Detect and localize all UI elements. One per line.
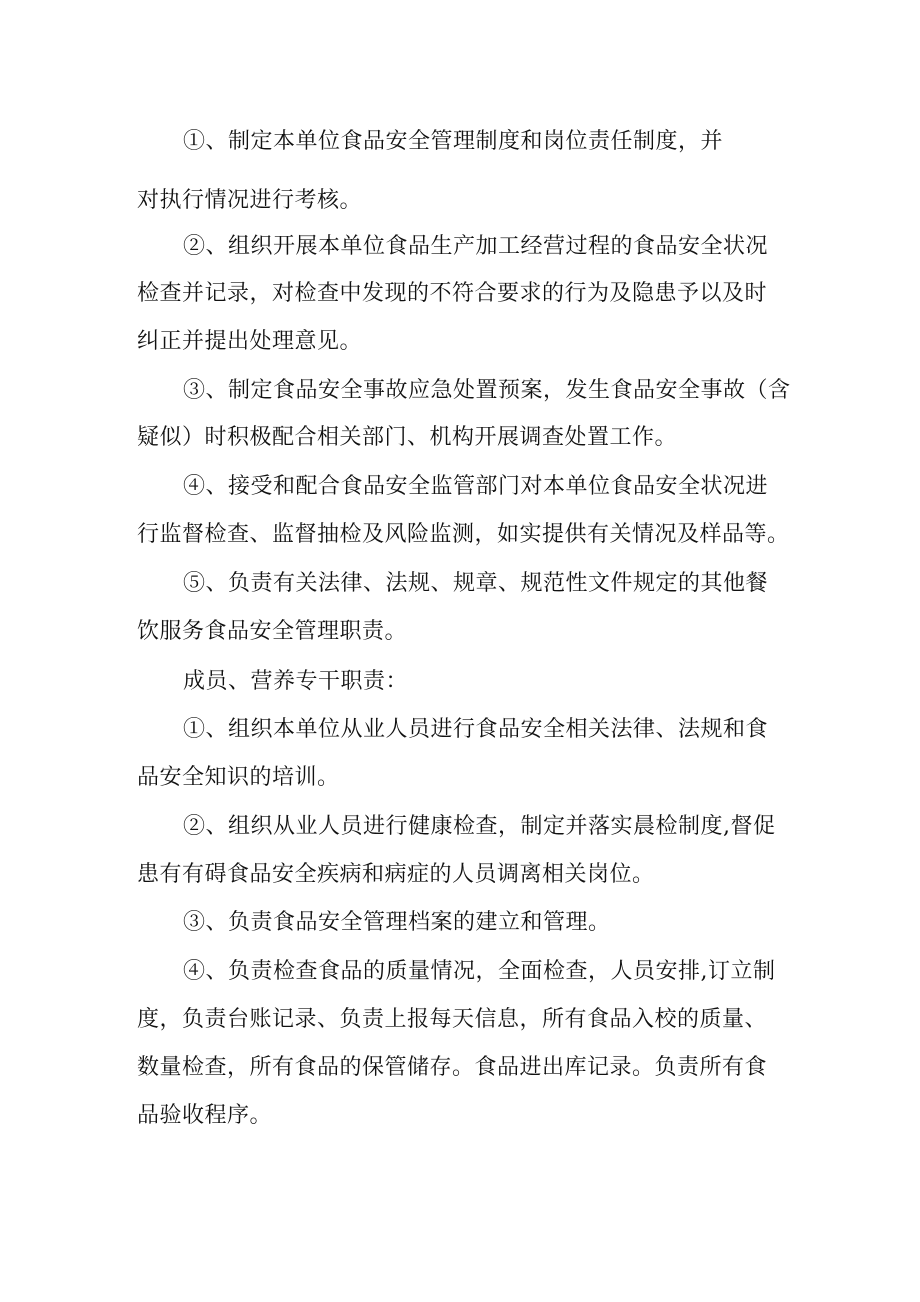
text-line: ①、组织本单位从业人员进行食品安全相关法律、法规和食	[183, 717, 769, 742]
text-line: 纠正并提出处理意见。	[137, 329, 363, 354]
text-line: 数量检查，所有食品的保管储存。食品进出库记录。负责所有食	[137, 1055, 768, 1080]
text-line: 品安全知识的培训。	[137, 765, 340, 790]
text-line: 行监督检查、监督抽检及风险监测，如实提供有关情况及样品等。	[137, 522, 790, 547]
text-line: 对执行情况进行考核。	[137, 188, 363, 213]
text-line: ④、负责检查食品的质量情况，全面检查，人员安排,订立制	[183, 959, 776, 984]
text-line: 品验收程序。	[137, 1103, 273, 1128]
text-line: ④、接受和配合食品安全监管部门对本单位食品安全状况进	[183, 474, 769, 499]
text-line: 疑似）时积极配合相关部门、机构开展调查处置工作。	[137, 425, 678, 450]
text-line: 度，负责台账记录、负责上报每天信息，所有食品入校的质量、	[137, 1007, 768, 1032]
text-line: 检查并记录，对检查中发现的不符合要求的行为及隐患予以及时	[137, 281, 768, 306]
text-line: ②、组织从业人员进行健康检查，制定并落实晨检制度,督促	[183, 814, 776, 839]
section-heading: 成员、营养专干职责：	[183, 669, 409, 694]
text-line: ②、组织开展本单位食品生产加工经营过程的食品安全状况	[183, 234, 769, 259]
text-line: 饮服务食品安全管理职责。	[137, 619, 408, 644]
text-line: ③、负责食品安全管理档案的建立和管理。	[183, 910, 611, 935]
text-line: ①、制定本单位食品安全管理制度和岗位责任制度，并	[183, 129, 724, 154]
text-line: ⑤、负责有关法律、法规、规章、规范性文件规定的其他餐	[183, 571, 769, 596]
text-line: 患有有碍食品安全疾病和病症的人员调离相关岗位。	[137, 862, 655, 887]
text-line: ③、制定食品安全事故应急处置预案，发生食品安全事故（含	[183, 378, 791, 403]
